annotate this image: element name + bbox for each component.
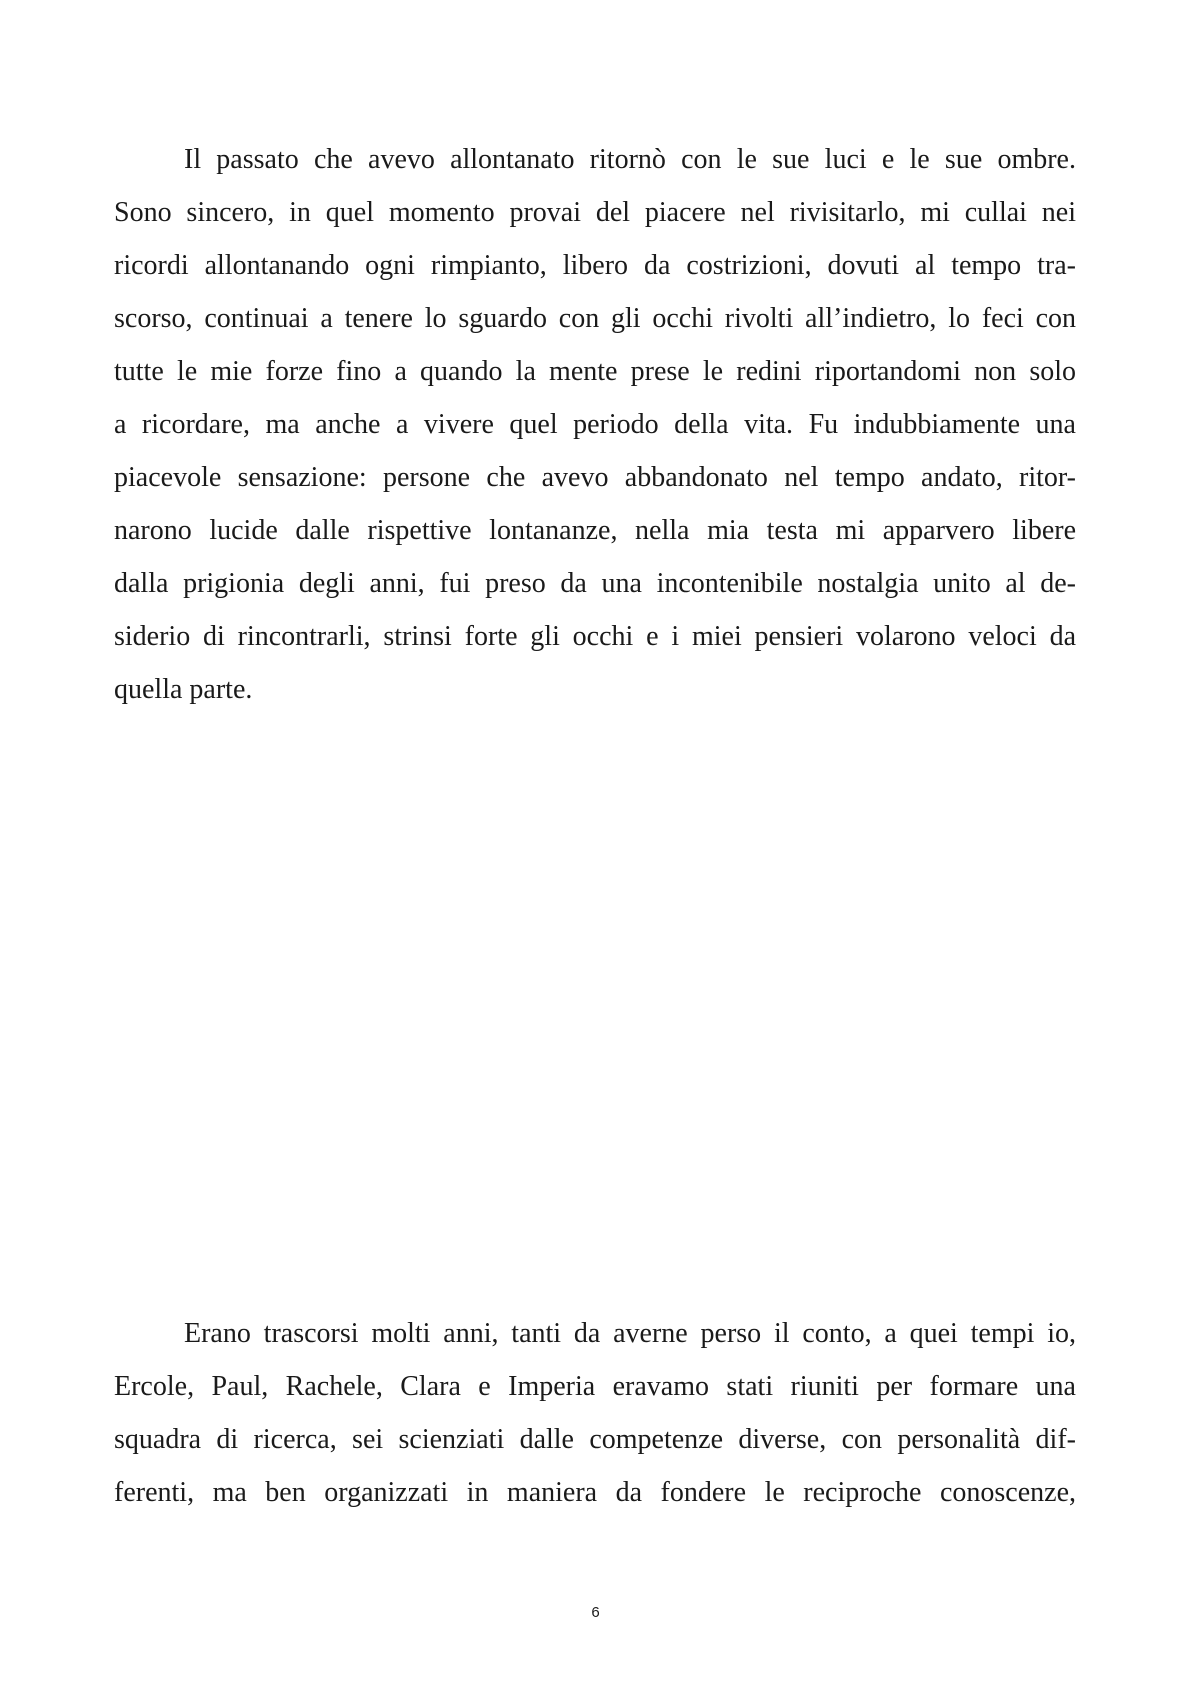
paragraph-line: tutte le mie forze fino a quando la mente prese le redini riportandomi non solo (114, 356, 1076, 387)
page-number: 6 (591, 1604, 600, 1621)
paragraph-line: Ercole, Paul, Rachele, Clara e Imperia eravamo stati riuniti per formare una (114, 1371, 1076, 1402)
paragraph-line: ferenti, ma ben organizzati in maniera da fondere le reciproche conoscenze, (114, 1477, 1076, 1508)
paragraph-line: narono lucide dalle rispettive lontananze, nella mia testa mi apparvero libere (114, 515, 1076, 546)
paragraph-line: ricordi allontanando ogni rimpianto, libero da costrizioni, dovuti al tempo tra- (114, 250, 1076, 281)
paragraph-line: squadra di ricerca, sei scienziati dalle competenze diverse, con personalità dif- (114, 1424, 1076, 1455)
paragraph-line: dalla prigionia degli anni, fui preso da una incontenibile nostalgia unito al de- (114, 568, 1076, 599)
paragraph-2 (114, 1307, 1076, 1519)
paragraph-line: Sono sincero, in quel momento provai del piacere nel rivisitarlo, mi cullai nei (114, 197, 1076, 228)
paragraph-1 (114, 133, 1076, 716)
paragraph-line: Erano trascorsi molti anni, tanti da averne perso il conto, a quei tempi io, (184, 1318, 1076, 1349)
paragraph-line: siderio di rincontrarli, strinsi forte gli occhi e i miei pensieri volarono veloci da (114, 621, 1076, 652)
paragraph-line: a ricordare, ma anche a vivere quel periodo della vita. Fu indubbiamente una (114, 409, 1076, 440)
paragraph-line: scorso, continuai a tenere lo sguardo con gli occhi rivolti all’indietro, lo feci con (114, 303, 1076, 334)
paragraph-line: Il passato che avevo allontanato ritornò con le sue luci e le sue ombre. (184, 144, 1076, 175)
paragraph-line: piacevole sensazione: persone che avevo abbandonato nel tempo andato, ritor- (114, 462, 1076, 493)
paragraph-line: quella parte. (114, 674, 253, 705)
